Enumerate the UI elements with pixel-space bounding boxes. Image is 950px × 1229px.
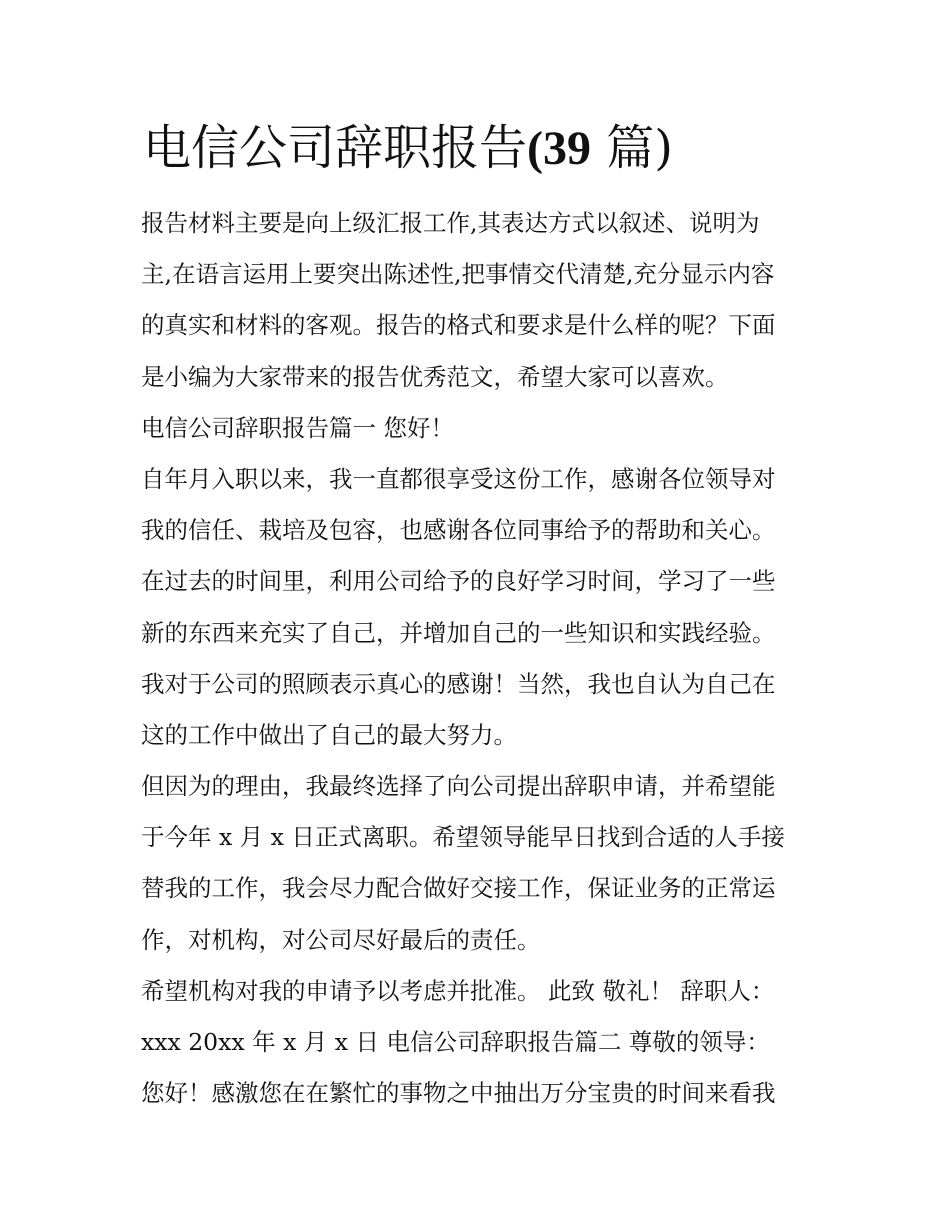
- body-line: xxx 20xx 年 x 月 x 日 电信公司辞职报告篇二 尊敬的领导：: [141, 1028, 770, 1056]
- body-line: 于今年 x 月 x 日正式离职。希望领导能早日找到合适的人手接: [141, 823, 785, 852]
- body-line: 希望机构对我的申请予以考虑并批准。 此致 敬礼！ 辞职人：: [141, 976, 775, 1005]
- document-title: [143, 118, 673, 179]
- body-line: 作，对机构，对公司尽好最后的责任。: [141, 925, 541, 954]
- body-line: 在过去的时间里，利用公司给予的良好学习时间，学习了一些: [141, 567, 776, 596]
- body-line: 报告材料主要是向上级汇报工作,其表达方式以叙述、说明为: [141, 209, 760, 237]
- title-text: 电信公司辞职报告: [143, 120, 528, 176]
- body-line: 我的信任、栽培及包容，也感谢各位同事给予的帮助和关心。: [141, 516, 776, 545]
- title-count: (39: [527, 122, 591, 175]
- body-line: 新的东西来充实了自己，并增加自己的一些知识和实践经验。: [141, 618, 776, 647]
- body-line: 但因为的理由，我最终选择了向公司提出辞职申请，并希望能: [141, 772, 776, 801]
- body-line: 的真实和材料的客观。报告的格式和要求是什么样的呢？下面: [141, 311, 776, 340]
- body-line: 自年月入职以来，我一直都很享受这份工作，感谢各位领导对: [141, 464, 776, 493]
- body-line: 主,在语言运用上要突出陈述性,把事情交代清楚,充分显示内容: [141, 260, 775, 289]
- body-line: 是小编为大家带来的报告优秀范文，希望大家可以喜欢。: [141, 362, 729, 391]
- body-line: 您好！感激您在在繁忙的事物之中抽出万分宝贵的时间来看我: [141, 1079, 776, 1108]
- section-heading-line: 电信公司辞职报告篇一 您好！: [141, 413, 454, 442]
- title-suffix: 篇): [591, 120, 673, 176]
- body-line: 替我的工作，我会尽力配合做好交接工作，保证业务的正常运: [141, 874, 776, 903]
- body-line: 这的工作中做出了自己的最大努力。: [141, 720, 517, 749]
- body-line: 我对于公司的照顾表示真心的感谢！当然，我也自认为自己在: [141, 669, 776, 698]
- document-body: [141, 198, 821, 1119]
